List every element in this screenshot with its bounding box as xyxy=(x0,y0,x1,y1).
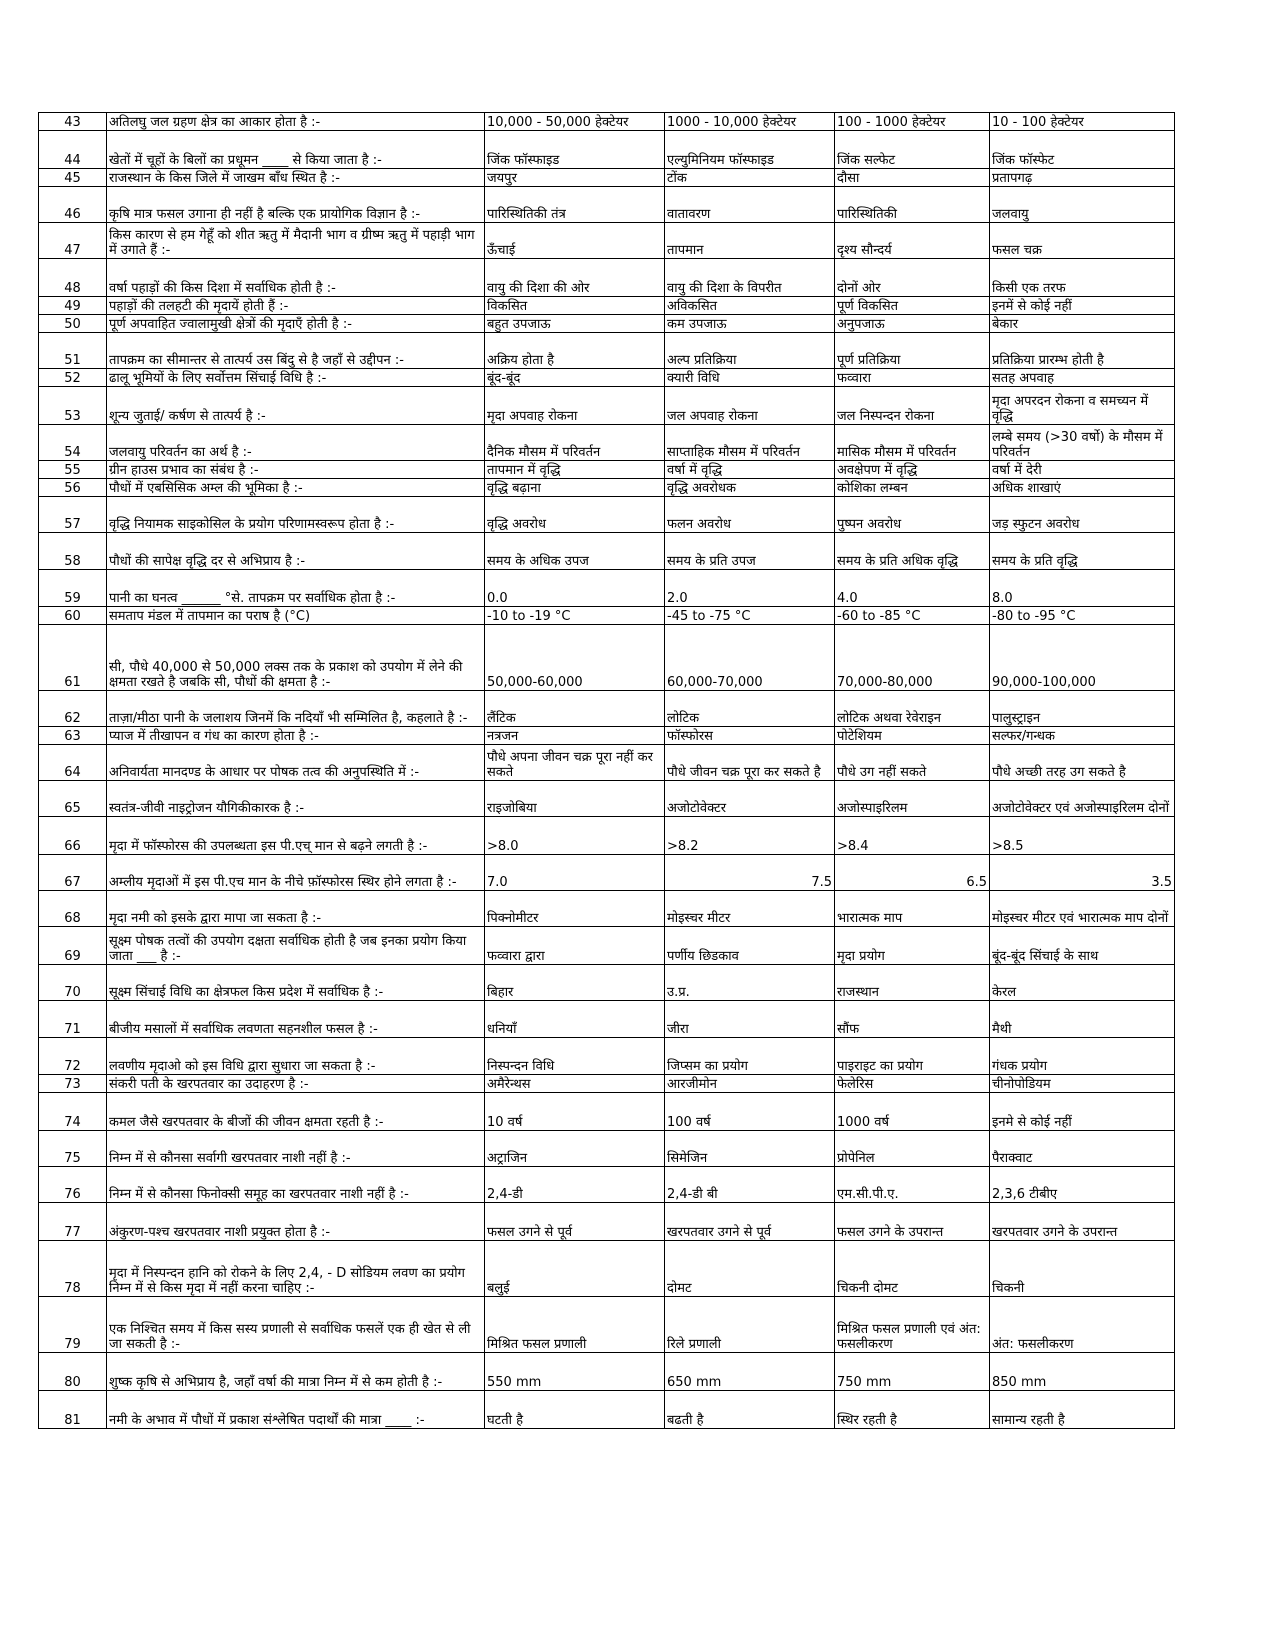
option-a: बिहार xyxy=(485,965,665,1001)
question-number: 68 xyxy=(39,891,107,927)
option-d: इनमें से कोई नहीं xyxy=(990,297,1175,315)
question-text: ताज़ा/मीठा पानी के जलाशय जिनमें कि नदियाँ भी सम्मिलित है, कहलाते है :- xyxy=(107,691,485,727)
option-d: प्रतिक्रिया प्रारम्भ होती है xyxy=(990,333,1175,369)
table-row xyxy=(39,570,1175,607)
option-c: लोटिक अथवा रेवेराइन xyxy=(835,691,990,727)
table-row xyxy=(39,533,1175,570)
option-c: एम.सी.पी.ए. xyxy=(835,1167,990,1203)
option-d: समय के प्रति वृद्धि xyxy=(990,533,1175,570)
option-a: धनियाँ xyxy=(485,1001,665,1038)
table-row xyxy=(39,425,1175,461)
option-c: राजस्थान xyxy=(835,965,990,1001)
option-a: विकसित xyxy=(485,297,665,315)
table-row xyxy=(39,1131,1175,1167)
option-d: केरल xyxy=(990,965,1175,1001)
option-c: जल निस्पन्दन रोकना xyxy=(835,387,990,425)
question-number: 56 xyxy=(39,479,107,497)
table-row xyxy=(39,965,1175,1001)
option-d: मोइस्चर मीटर एवं भारात्मक माप दोनों xyxy=(990,891,1175,927)
option-a: तापमान में वृद्धि xyxy=(485,461,665,479)
table-row xyxy=(39,297,1175,315)
question-text: सूक्ष्म सिंचाई विधि का क्षेत्रफल किस प्रदेश में सर्वाधिक है :- xyxy=(107,965,485,1001)
option-c: अवक्षेपण में वृद्धि xyxy=(835,461,990,479)
option-c: पारिस्थितिकी xyxy=(835,187,990,223)
option-d: अजोटोवेक्टर एवं अजोस्पाइरिलम दोनों xyxy=(990,781,1175,817)
option-b: अल्प प्रतिक्रिया xyxy=(665,333,835,369)
question-text: अतिलघु जल ग्रहण क्षेत्र का आकार होता है :- xyxy=(107,113,485,131)
option-b: >8.2 xyxy=(665,817,835,855)
option-c: मिश्रित फसल प्रणाली एवं अंत: फसलीकरण xyxy=(835,1297,990,1353)
question-text: लवणीय मृदाओ को इस विधि द्वारा सुधारा जा सकता है :- xyxy=(107,1038,485,1075)
question-number: 71 xyxy=(39,1001,107,1038)
option-b: एल्युमिनियम फॉस्फाइड xyxy=(665,131,835,169)
option-c: दोनों ओर xyxy=(835,259,990,297)
question-text: मृदा में निस्पन्दन हानि को रोकने के लिए 2,4, - D सोडियम लवण का प्रयोग निम्न में से किस मृदा में नहीं करना चाहिए :- xyxy=(107,1241,485,1297)
option-c: >8.4 xyxy=(835,817,990,855)
option-c: मासिक मौसम में परिवर्तन xyxy=(835,425,990,461)
option-d: -80 to -95 °C xyxy=(990,607,1175,625)
option-c: चिकनी दोमट xyxy=(835,1241,990,1297)
question-text: मृदा में फॉस्फोरस की उपलब्धता इस पी.एच् मान से बढ़ने लगती है :- xyxy=(107,817,485,855)
option-c: पौधे उग नहीं सकते xyxy=(835,745,990,781)
table-row xyxy=(39,387,1175,425)
option-b: वायु की दिशा के विपरीत xyxy=(665,259,835,297)
question-text: सूक्ष्म पोषक तत्वों की उपयोग दक्षता सर्वाधिक होती है जब इनका प्रयोग किया जाता ___ है :- xyxy=(107,927,485,965)
option-b: दोमट xyxy=(665,1241,835,1297)
option-b: 650 mm xyxy=(665,1353,835,1391)
questions-table-body xyxy=(39,113,1175,1429)
option-c: 100 - 1000 हेक्टेयर xyxy=(835,113,990,131)
option-b: वातावरण xyxy=(665,187,835,223)
option-a: पारिस्थितिकी तंत्र xyxy=(485,187,665,223)
option-d: सल्फर/गन्धक xyxy=(990,727,1175,745)
table-row xyxy=(39,1353,1175,1391)
option-b: जिप्सम का प्रयोग xyxy=(665,1038,835,1075)
option-a: फसल उगने से पूर्व xyxy=(485,1203,665,1241)
option-a: बलुई xyxy=(485,1241,665,1297)
option-c: फव्वारा xyxy=(835,369,990,387)
question-number: 67 xyxy=(39,855,107,891)
question-text: पौधों की सापेक्ष वृद्धि दर से अभिप्राय है :- xyxy=(107,533,485,570)
option-b: साप्ताहिक मौसम में परिवर्तन xyxy=(665,425,835,461)
question-number: 52 xyxy=(39,369,107,387)
option-c: 70,000-80,000 xyxy=(835,625,990,691)
option-a: समय के अधिक उपज xyxy=(485,533,665,570)
question-number: 60 xyxy=(39,607,107,625)
option-b: 1000 - 10,000 हेक्टेयर xyxy=(665,113,835,131)
option-b: टोंक xyxy=(665,169,835,187)
question-number: 51 xyxy=(39,333,107,369)
question-number: 78 xyxy=(39,1241,107,1297)
question-text: अम्लीय मृदाओं में इस पी.एच मान के नीचे फ़ॉस्फोरस स्थिर होने लगता है :- xyxy=(107,855,485,891)
question-number: 64 xyxy=(39,745,107,781)
table-row xyxy=(39,1093,1175,1131)
option-c: स्थिर रहती है xyxy=(835,1391,990,1429)
option-a: 10,000 - 50,000 हेक्टेयर xyxy=(485,113,665,131)
option-a: -10 to -19 °C xyxy=(485,607,665,625)
question-text: पानी का घनत्व ______ °से. तापक्रम पर सर्वाधिक होता है :- xyxy=(107,570,485,607)
option-c: पूर्ण विकसित xyxy=(835,297,990,315)
question-number: 47 xyxy=(39,223,107,259)
question-text: मृदा नमी को इसके द्वारा मापा जा सकता है :- xyxy=(107,891,485,927)
option-a: ऊँचाई xyxy=(485,223,665,259)
table-row xyxy=(39,259,1175,297)
option-d: 850 mm xyxy=(990,1353,1175,1391)
option-d: किसी एक तरफ xyxy=(990,259,1175,297)
question-text: स्वतंत्र-जीवी नाइट्रोजन यौगिकीकारक है :- xyxy=(107,781,485,817)
question-number: 43 xyxy=(39,113,107,131)
question-number: 63 xyxy=(39,727,107,745)
option-b: कम उपजाऊ xyxy=(665,315,835,333)
table-row xyxy=(39,745,1175,781)
question-text: पौधों में एबसिसिक अम्ल की भूमिका है :- xyxy=(107,479,485,497)
question-text: कमल जैसे खरपतवार के बीजों की जीवन क्षमता रहती है :- xyxy=(107,1093,485,1131)
question-number: 55 xyxy=(39,461,107,479)
option-a: लैंटिक xyxy=(485,691,665,727)
question-number: 58 xyxy=(39,533,107,570)
question-text: पहाड़ों की तलहटी की मृदायें होती हैं :- xyxy=(107,297,485,315)
question-number: 74 xyxy=(39,1093,107,1131)
option-c: समय के प्रति अधिक वृद्धि xyxy=(835,533,990,570)
question-text: वर्षा पहाड़ों की किस दिशा में सर्वाधिक होती है :- xyxy=(107,259,485,297)
option-b: अजोटोवेक्टर xyxy=(665,781,835,817)
question-text: राजस्थान के किस जिले में जाखम बाँध स्थित है :- xyxy=(107,169,485,187)
option-c: सौंफ xyxy=(835,1001,990,1038)
option-a: बहुत उपजाऊ xyxy=(485,315,665,333)
option-d: चीनोपोडियम xyxy=(990,1075,1175,1093)
option-a: अक्रिय होता है xyxy=(485,333,665,369)
question-text: नमी के अभाव में पौधों में प्रकाश संश्लेषित पदार्थों की मात्रा ____ :- xyxy=(107,1391,485,1429)
question-number: 76 xyxy=(39,1167,107,1203)
option-b: आरजीमोन xyxy=(665,1075,835,1093)
option-a: वृद्धि अवरोध xyxy=(485,497,665,533)
question-number: 48 xyxy=(39,259,107,297)
option-c: कोशिका लम्बन xyxy=(835,479,990,497)
table-row xyxy=(39,315,1175,333)
option-b: खरपतवार उगने से पूर्व xyxy=(665,1203,835,1241)
option-c: 4.0 xyxy=(835,570,990,607)
option-a: >8.0 xyxy=(485,817,665,855)
option-c: जिंक सल्फेट xyxy=(835,131,990,169)
option-d: अधिक शाखाएं xyxy=(990,479,1175,497)
option-a: घटती है xyxy=(485,1391,665,1429)
option-c: फेलेरिस xyxy=(835,1075,990,1093)
question-number: 73 xyxy=(39,1075,107,1093)
option-a: 2,4-डी xyxy=(485,1167,665,1203)
option-c: पोटेशियम xyxy=(835,727,990,745)
question-number: 70 xyxy=(39,965,107,1001)
option-a: जयपुर xyxy=(485,169,665,187)
question-number: 59 xyxy=(39,570,107,607)
option-c: मृदा प्रयोग xyxy=(835,927,990,965)
option-a: 10 वर्ष xyxy=(485,1093,665,1131)
option-a: वृद्धि बढ़ाना xyxy=(485,479,665,497)
table-row xyxy=(39,187,1175,223)
option-b: वृद्धि अवरोधक xyxy=(665,479,835,497)
question-number: 77 xyxy=(39,1203,107,1241)
option-d: पालुस्ट्राइन xyxy=(990,691,1175,727)
question-number: 80 xyxy=(39,1353,107,1391)
option-b: लोटिक xyxy=(665,691,835,727)
question-number: 54 xyxy=(39,425,107,461)
option-b: फलन अवरोध xyxy=(665,497,835,533)
question-text: अनिवार्यता मानदण्ड के आधार पर पोषक तत्व की अनुपस्थिति में :- xyxy=(107,745,485,781)
option-d: जड़ स्फुटन अवरोध xyxy=(990,497,1175,533)
option-b: पौधे जीवन चक्र पूरा कर सकते है xyxy=(665,745,835,781)
question-text: एक निश्चित समय में किस सस्य प्रणाली से सर्वाधिक फसलें एक ही खेत से ली जा सकती है :- xyxy=(107,1297,485,1353)
option-a: 550 mm xyxy=(485,1353,665,1391)
option-a: अमैरेन्थस xyxy=(485,1075,665,1093)
option-d: 90,000-100,000 xyxy=(990,625,1175,691)
option-b: 2.0 xyxy=(665,570,835,607)
table-row xyxy=(39,1203,1175,1241)
table-row xyxy=(39,691,1175,727)
table-row xyxy=(39,817,1175,855)
table-row xyxy=(39,1297,1175,1353)
question-text: ग्रीन हाउस प्रभाव का संबंध है :- xyxy=(107,461,485,479)
option-b: वर्षा में वृद्धि xyxy=(665,461,835,479)
option-a: अट्राजिन xyxy=(485,1131,665,1167)
question-number: 53 xyxy=(39,387,107,425)
option-c: दौसा xyxy=(835,169,990,187)
option-b: 100 वर्ष xyxy=(665,1093,835,1131)
table-row xyxy=(39,1001,1175,1038)
option-d: प्रतापगढ़ xyxy=(990,169,1175,187)
option-b: पर्णीय छिडकाव xyxy=(665,927,835,965)
table-row xyxy=(39,169,1175,187)
option-d: खरपतवार उगने के उपरान्त xyxy=(990,1203,1175,1241)
option-b: 60,000-70,000 xyxy=(665,625,835,691)
table-row xyxy=(39,781,1175,817)
option-d: फसल चक्र xyxy=(990,223,1175,259)
option-d: 3.5 xyxy=(990,855,1175,891)
table-row xyxy=(39,1391,1175,1429)
table-row xyxy=(39,891,1175,927)
option-a: बूंद-बूंद xyxy=(485,369,665,387)
option-b: मोइस्चर मीटर xyxy=(665,891,835,927)
option-a: 7.0 xyxy=(485,855,665,891)
table-row xyxy=(39,927,1175,965)
question-text: निम्न में से कौनसा सर्वागी खरपतवार नाशी नहीं है :- xyxy=(107,1131,485,1167)
option-d: सतह अपवाह xyxy=(990,369,1175,387)
option-d: अंत: फसलीकरण xyxy=(990,1297,1175,1353)
table-row xyxy=(39,479,1175,497)
option-d: बूंद-बूंद सिंचाई के साथ xyxy=(990,927,1175,965)
question-number: 65 xyxy=(39,781,107,817)
question-number: 62 xyxy=(39,691,107,727)
question-text: तापक्रम का सीमान्तर से तात्पर्य उस बिंदु से है जहाँ से उद्दीपन :- xyxy=(107,333,485,369)
option-c: पूर्ण प्रतिक्रिया xyxy=(835,333,990,369)
question-text: जलवायु परिवर्तन का अर्थ है :- xyxy=(107,425,485,461)
option-a: निस्पन्दन विधि xyxy=(485,1038,665,1075)
table-row xyxy=(39,1075,1175,1093)
option-d: बेकार xyxy=(990,315,1175,333)
option-b: समय के प्रति उपज xyxy=(665,533,835,570)
option-a: दैनिक मौसम में परिवर्तन xyxy=(485,425,665,461)
option-c: 750 mm xyxy=(835,1353,990,1391)
option-d: गंधक प्रयोग xyxy=(990,1038,1175,1075)
question-text: सी, पौधे 40,000 से 50,000 लक्स तक के प्रकाश को उपयोग में लेने की क्षमता रखते है जबकि सी, पौधों की क्षमता है :- xyxy=(107,625,485,691)
option-b: जल अपवाह रोकना xyxy=(665,387,835,425)
table-row xyxy=(39,333,1175,369)
table-row xyxy=(39,131,1175,169)
table-row xyxy=(39,855,1175,891)
table-row xyxy=(39,223,1175,259)
question-text: पूर्ण अपवाहित ज्वालामुखी क्षेत्रों की मृदाएँ होती है :- xyxy=(107,315,485,333)
table-row xyxy=(39,461,1175,479)
option-a: जिंक फॉस्फाइड xyxy=(485,131,665,169)
option-a: राइजोबिया xyxy=(485,781,665,817)
option-a: नत्रजन xyxy=(485,727,665,745)
option-a: मृदा अपवाह रोकना xyxy=(485,387,665,425)
table-row xyxy=(39,1241,1175,1297)
table-row xyxy=(39,1038,1175,1075)
option-d: जिंक फॉस्फेट xyxy=(990,131,1175,169)
table-row xyxy=(39,625,1175,691)
question-number: 72 xyxy=(39,1038,107,1075)
option-d: मृदा अपरदन रोकना व समच्यन में वृद्धि xyxy=(990,387,1175,425)
question-number: 66 xyxy=(39,817,107,855)
question-text: प्याज में तीखापन व गंध का कारण होता है :- xyxy=(107,727,485,745)
option-b: 2,4-डी बी xyxy=(665,1167,835,1203)
question-text: संकरी पती के खरपतवार का उदाहरण है :- xyxy=(107,1075,485,1093)
table-row xyxy=(39,727,1175,745)
option-c: भारात्मक माप xyxy=(835,891,990,927)
option-d: पैराक्वाट xyxy=(990,1131,1175,1167)
question-number: 79 xyxy=(39,1297,107,1353)
option-c: प्रोपेनिल xyxy=(835,1131,990,1167)
option-c: पुष्पन अवरोध xyxy=(835,497,990,533)
option-d: जलवायु xyxy=(990,187,1175,223)
question-text: निम्न में से कौनसा फिनोक्सी समूह का खरपतवार नाशी नहीं है :- xyxy=(107,1167,485,1203)
option-b: अविकसित xyxy=(665,297,835,315)
question-text: किस कारण से हम गेहूँ को शीत ऋतु में मैदानी भाग व ग्रीष्म ऋतु में पहाड़ी भाग में उगाते हैं :- xyxy=(107,223,485,259)
table-row xyxy=(39,607,1175,625)
option-b: जीरा xyxy=(665,1001,835,1038)
question-text: बीजीय मसालों में सर्वाधिक लवणता सहनशील फसल है :- xyxy=(107,1001,485,1038)
option-d: 8.0 xyxy=(990,570,1175,607)
option-d: लम्बे समय (>30 वर्षो) के मौसम में परिवर्तन xyxy=(990,425,1175,461)
table-row xyxy=(39,369,1175,387)
question-number: 81 xyxy=(39,1391,107,1429)
question-text: खेतों में चूहों के बिलों का प्रधूमन ____ से किया जाता है :- xyxy=(107,131,485,169)
option-d: 10 - 100 हेक्टेयर xyxy=(990,113,1175,131)
option-c: -60 to -85 °C xyxy=(835,607,990,625)
option-d: मैथी xyxy=(990,1001,1175,1038)
option-b: 7.5 xyxy=(665,855,835,891)
option-c: अजोस्पाइरिलम xyxy=(835,781,990,817)
question-text: शून्य जुताई/ कर्षण से तात्पर्य है :- xyxy=(107,387,485,425)
table-row xyxy=(39,113,1175,131)
option-a: 50,000-60,000 xyxy=(485,625,665,691)
option-b: सिमेजिन xyxy=(665,1131,835,1167)
option-a: पौधे अपना जीवन चक्र पूरा नहीं कर सकते xyxy=(485,745,665,781)
question-number: 69 xyxy=(39,927,107,965)
option-c: फसल उगने के उपरान्त xyxy=(835,1203,990,1241)
option-d: सामान्य रहती है xyxy=(990,1391,1175,1429)
option-a: फव्वारा द्वारा xyxy=(485,927,665,965)
option-a: वायु की दिशा की ओर xyxy=(485,259,665,297)
option-b: फॉस्फोरस xyxy=(665,727,835,745)
option-b: क्यारी विधि xyxy=(665,369,835,387)
table-row xyxy=(39,1167,1175,1203)
questions-table xyxy=(38,112,1175,1429)
question-number: 57 xyxy=(39,497,107,533)
question-number: 44 xyxy=(39,131,107,169)
question-text: कृषि मात्र फसल उगाना ही नहीं है बल्कि एक प्रायोगिक विज्ञान है :- xyxy=(107,187,485,223)
question-number: 46 xyxy=(39,187,107,223)
option-a: 0.0 xyxy=(485,570,665,607)
option-b: रिले प्रणाली xyxy=(665,1297,835,1353)
option-b: बढती है xyxy=(665,1391,835,1429)
option-c: दृश्य सौन्दर्य xyxy=(835,223,990,259)
option-c: पाइराइट का प्रयोग xyxy=(835,1038,990,1075)
question-text: अंकुरण-पश्च खरपतवार नाशी प्रयुक्त होता है :- xyxy=(107,1203,485,1241)
option-c: 6.5 xyxy=(835,855,990,891)
question-number: 50 xyxy=(39,315,107,333)
option-b: तापमान xyxy=(665,223,835,259)
option-a: मिश्रित फसल प्रणाली xyxy=(485,1297,665,1353)
question-text: वृद्धि नियामक साइकोसिल के प्रयोग परिणामस्वरूप होता है :- xyxy=(107,497,485,533)
option-d: इनमे से कोई नहीं xyxy=(990,1093,1175,1131)
table-row xyxy=(39,497,1175,533)
option-c: 1000 वर्ष xyxy=(835,1093,990,1131)
question-number: 61 xyxy=(39,625,107,691)
option-d: चिकनी xyxy=(990,1241,1175,1297)
option-d: >8.5 xyxy=(990,817,1175,855)
question-number: 45 xyxy=(39,169,107,187)
option-b: -45 to -75 °C xyxy=(665,607,835,625)
question-text: समताप मंडल में तापमान का पराष है (°C) xyxy=(107,607,485,625)
option-d: 2,3,6 टीबीए xyxy=(990,1167,1175,1203)
question-text: शुष्क कृषि से अभिप्राय है, जहाँ वर्षा की मात्रा निम्न में से कम होती है :- xyxy=(107,1353,485,1391)
option-d: वर्षा में देरी xyxy=(990,461,1175,479)
option-c: अनुपजाऊ xyxy=(835,315,990,333)
question-text: ढालू भूमियों के लिए सर्वोत्तम सिंचाई विधि है :- xyxy=(107,369,485,387)
option-d: पौधे अच्छी तरह उग सकते है xyxy=(990,745,1175,781)
question-number: 75 xyxy=(39,1131,107,1167)
option-a: पिक्नोमीटर xyxy=(485,891,665,927)
question-number: 49 xyxy=(39,297,107,315)
option-b: उ.प्र. xyxy=(665,965,835,1001)
